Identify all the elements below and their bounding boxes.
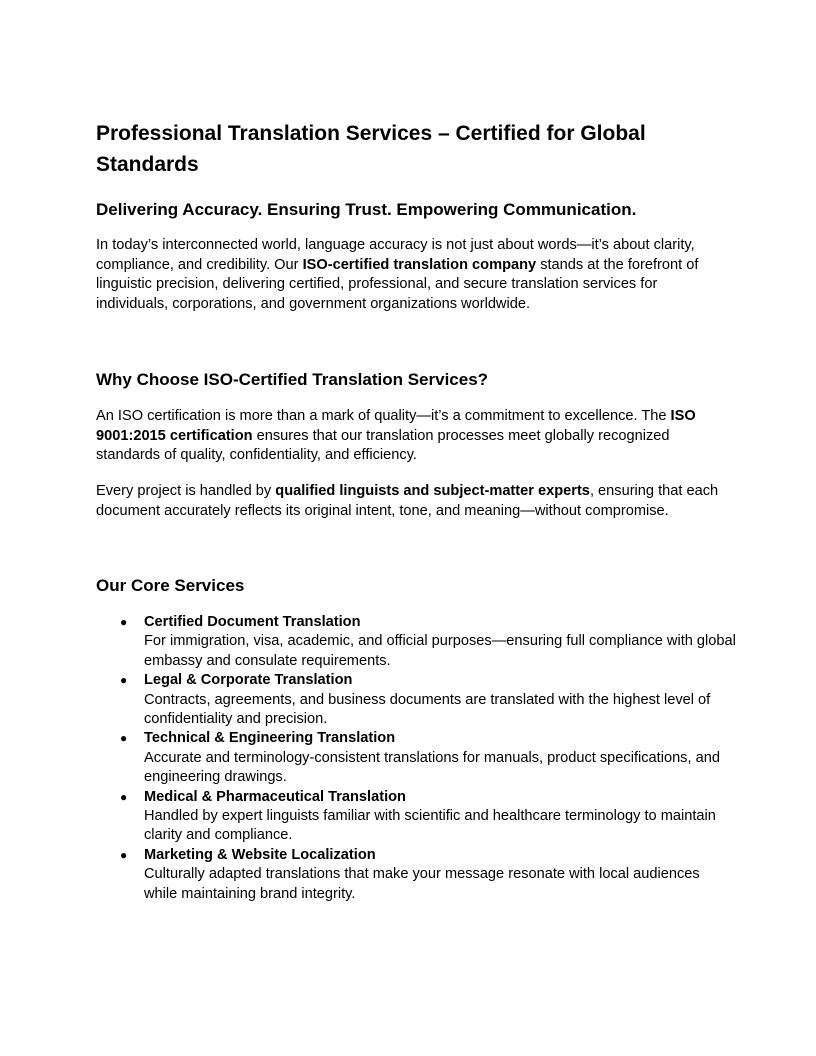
service-title: Legal & Corporate Translation — [144, 672, 353, 689]
why-p2-bold: qualified linguists and subject-matter experts — [275, 483, 590, 499]
intro-paragraph — [96, 236, 724, 314]
bullet-icon: ● — [120, 731, 128, 746]
service-title: Medical & Pharmaceutical Translation — [144, 788, 406, 805]
service-description: Handled by expert linguists familiar with scientific and healthcare terminology to maintain clarity and compliance. — [144, 808, 716, 844]
bullet-icon: ● — [120, 847, 128, 862]
why-paragraph-1 — [96, 407, 724, 466]
service-title: Technical & Engineering Translation — [144, 730, 396, 747]
service-title: Certified Document Translation — [144, 614, 361, 630]
bullet-icon: ● — [120, 615, 128, 629]
page-title: Professional Translation Services – Certified for Global Standards — [96, 122, 646, 176]
service-item — [96, 788, 736, 846]
service-title: Marketing & Website Localization — [144, 846, 376, 863]
intro-text-bold: ISO-certified translation company — [302, 256, 537, 273]
service-item — [96, 613, 736, 671]
service-item — [96, 729, 736, 787]
service-description: Accurate and terminology-consistent translations for manuals, product specifications, and engineering drawings. — [144, 749, 720, 786]
why-p2-after: , ensuring that each document accurately reflects its original intent, tone, and meaning—without compromise. — [96, 483, 719, 519]
services-heading: Our Core Services — [96, 576, 245, 595]
bullet-icon: ● — [120, 789, 128, 804]
why-p1-before: An ISO certification is more than a mark of quality—it’s a commitment to excellence. The — [96, 408, 671, 424]
why-p2-before: Every project is handled by — [96, 483, 276, 499]
service-item — [96, 671, 736, 729]
why-p1-after: ensures that our translation processes meet globally recognized standards of quality, confidentiality, and efficiency. — [96, 427, 670, 463]
service-item — [96, 846, 736, 904]
why-p1-bold: ISO 9001:2015 certification — [96, 408, 696, 444]
why-paragraph-2 — [96, 482, 724, 521]
intro-text-after: stands at the forefront of linguistic precision, delivering certified, professional, and secure translation services for individuals, corporations, and government organizations worldwide. — [96, 256, 699, 312]
why-heading: Why Choose ISO-Certified Translation Services? — [96, 370, 489, 389]
intro-text-before: In today’s interconnected world, language accuracy is not just about words—it’s about clarity, compliance, and credibility. Our — [96, 237, 695, 273]
services-list — [96, 613, 736, 904]
tagline-heading: Delivering Accuracy. Ensuring Trust. Empowering Communication. — [96, 200, 637, 219]
service-description: Contracts, agreements, and business documents are translated with the highest level of confidentiality and precision. — [144, 691, 711, 728]
service-description: Culturally adapted translations that make your message resonate with local audiences while maintaining brand integrity. — [144, 866, 700, 902]
service-description: For immigration, visa, academic, and official purposes—ensuring full compliance with global embassy and consulate requirements. — [144, 633, 736, 669]
bullet-icon: ● — [120, 673, 128, 688]
